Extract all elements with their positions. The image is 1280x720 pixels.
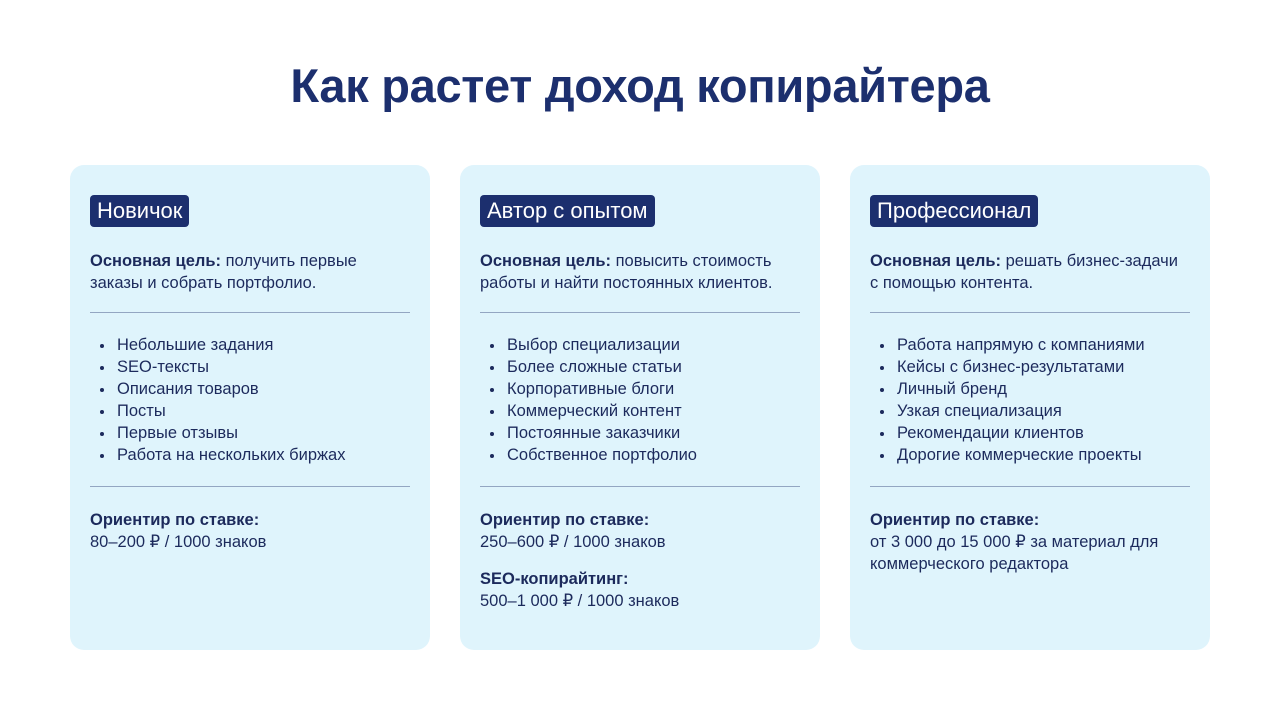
list-item: Более сложные статьи xyxy=(490,356,800,378)
card-goal xyxy=(90,250,410,294)
divider xyxy=(90,312,410,313)
list-item: SEO-тексты xyxy=(100,356,410,378)
divider xyxy=(480,312,800,313)
list-item: Постоянные заказчики xyxy=(490,422,800,444)
rate-label: Ориентир по ставке: xyxy=(90,511,260,529)
bullet-icon xyxy=(880,454,884,458)
goal-text: получить первые заказы и собрать портфолио. xyxy=(90,252,357,292)
divider xyxy=(870,486,1190,487)
list-item: Посты xyxy=(100,400,410,422)
bullet-icon xyxy=(100,410,104,414)
page-title: Как растет доход копирайтера xyxy=(290,59,990,112)
list-item: Описания товаров xyxy=(100,378,410,400)
list-item: Личный бренд xyxy=(880,378,1190,400)
list-item: Небольшие задания xyxy=(100,334,410,356)
bullet-icon xyxy=(880,432,884,436)
bullet-icon xyxy=(100,454,104,458)
bullet-icon xyxy=(490,344,494,348)
rate-block xyxy=(480,509,800,553)
card-goal xyxy=(480,250,800,294)
list-item: Узкая специализация xyxy=(880,400,1190,422)
bullet-icon xyxy=(490,432,494,436)
card-beginner xyxy=(70,165,430,650)
card-badge: Новичок xyxy=(90,195,189,227)
list-item: Корпоративные блоги xyxy=(490,378,800,400)
card-experienced xyxy=(460,165,820,650)
seo-rate-value: 500–1 000 ₽ / 1000 знаков xyxy=(480,592,680,610)
rate-label: Ориентир по ставке: xyxy=(480,511,650,529)
goal-label: Основная цель: xyxy=(870,252,1001,270)
list-item: Работа на нескольких биржах xyxy=(100,444,410,466)
card-goal xyxy=(870,250,1190,294)
skills-list xyxy=(90,334,410,466)
divider xyxy=(480,486,800,487)
goal-label: Основная цель: xyxy=(90,252,221,270)
list-item: Рекомендации клиентов xyxy=(880,422,1190,444)
card-professional xyxy=(850,165,1210,650)
rate-value: от 3 000 до 15 000 ₽ за материал для коммерческого редактора xyxy=(870,533,1159,573)
rate-value: 250–600 ₽ / 1000 знаков xyxy=(480,533,666,551)
bullet-icon xyxy=(880,366,884,370)
divider xyxy=(870,312,1190,313)
list-item: Кейсы с бизнес-результатами xyxy=(880,356,1190,378)
seo-rate-block xyxy=(480,568,800,612)
bullet-icon xyxy=(490,454,494,458)
divider xyxy=(90,486,410,487)
bullet-icon xyxy=(880,388,884,392)
list-item: Дорогие коммерческие проекты xyxy=(880,444,1190,466)
bullet-icon xyxy=(490,410,494,414)
rate-block xyxy=(90,509,410,553)
goal-label: Основная цель: xyxy=(480,252,611,270)
bullet-icon xyxy=(100,366,104,370)
goal-text: решать бизнес-задачи с помощью контента. xyxy=(870,252,1178,292)
list-item: Коммерческий контент xyxy=(490,400,800,422)
list-item: Выбор специализации xyxy=(490,334,800,356)
list-item: Первые отзывы xyxy=(100,422,410,444)
card-badge: Автор с опытом xyxy=(480,195,655,227)
list-item: Работа напрямую с компаниями xyxy=(880,334,1190,356)
bullet-icon xyxy=(100,344,104,348)
list-item: Собственное портфолио xyxy=(490,444,800,466)
rate-block xyxy=(870,509,1190,575)
card-badge: Профессионал xyxy=(870,195,1038,227)
seo-rate-label: SEO-копирайтинг: xyxy=(480,570,629,588)
bullet-icon xyxy=(100,432,104,436)
bullet-icon xyxy=(490,388,494,392)
bullet-icon xyxy=(490,366,494,370)
bullet-icon xyxy=(880,344,884,348)
skills-list xyxy=(480,334,800,466)
rate-label: Ориентир по ставке: xyxy=(870,511,1040,529)
skills-list xyxy=(870,334,1190,466)
rate-value: 80–200 ₽ / 1000 знаков xyxy=(90,533,267,551)
bullet-icon xyxy=(100,388,104,392)
goal-text: повысить стоимость работы и найти постоянных клиентов. xyxy=(480,252,773,292)
bullet-icon xyxy=(880,410,884,414)
